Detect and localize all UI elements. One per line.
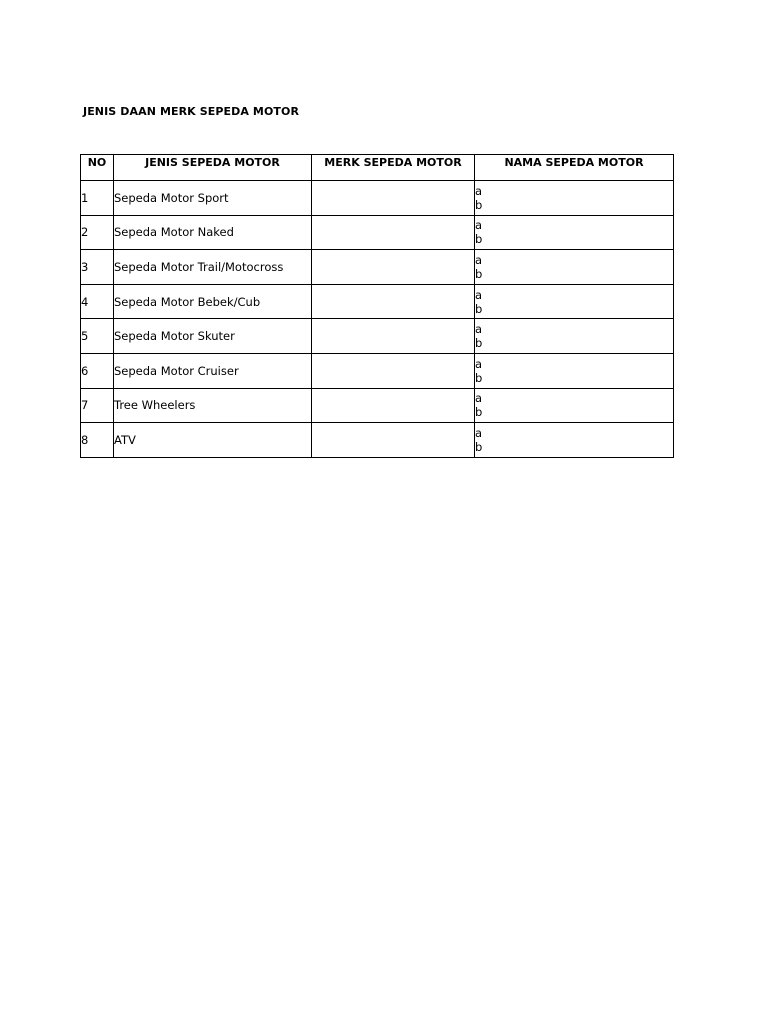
table-row — [81, 353, 674, 388]
nama-option-b: b — [475, 301, 483, 316]
document-title: JENIS DAAN MERK SEPEDA MOTOR — [83, 105, 300, 118]
row-nama — [475, 250, 674, 285]
row-jenis: ATV — [114, 423, 312, 458]
table-row — [81, 181, 674, 216]
nama-option-a: a — [475, 287, 483, 302]
header-no: NO — [81, 155, 114, 181]
row-nama — [475, 423, 674, 458]
row-no: 2 — [81, 215, 114, 250]
row-no: 5 — [81, 319, 114, 354]
row-merk — [312, 181, 475, 216]
nama-option-a: a — [475, 252, 483, 267]
table-row — [81, 388, 674, 423]
table-row — [81, 319, 674, 354]
row-jenis: Sepeda Motor Trail/Motocross — [114, 250, 312, 285]
row-jenis: Sepeda Motor Bebek/Cub — [114, 284, 312, 319]
nama-option-b: b — [475, 439, 483, 454]
nama-option-b: b — [475, 336, 483, 351]
row-nama — [475, 319, 674, 354]
row-merk — [312, 215, 475, 250]
nama-option-a: a — [475, 218, 483, 233]
row-jenis: Tree Wheelers — [114, 388, 312, 423]
row-nama — [475, 388, 674, 423]
row-jenis: Sepeda Motor Skuter — [114, 319, 312, 354]
nama-option-b: b — [475, 405, 483, 420]
table-row — [81, 250, 674, 285]
row-nama — [475, 353, 674, 388]
nama-option-a: a — [475, 391, 483, 406]
nama-option-b: b — [475, 266, 483, 281]
row-no: 1 — [81, 181, 114, 216]
row-nama — [475, 181, 674, 216]
table-row — [81, 423, 674, 458]
table-row — [81, 215, 674, 250]
row-no: 6 — [81, 353, 114, 388]
row-nama — [475, 284, 674, 319]
row-no: 8 — [81, 423, 114, 458]
motorcycle-table — [80, 154, 674, 458]
row-merk — [312, 423, 475, 458]
row-jenis: Sepeda Motor Cruiser — [114, 353, 312, 388]
nama-option-a: a — [475, 183, 483, 198]
nama-option-b: b — [475, 232, 483, 247]
row-no: 7 — [81, 388, 114, 423]
header-nama: NAMA SEPEDA MOTOR — [475, 155, 674, 181]
row-merk — [312, 250, 475, 285]
row-merk — [312, 353, 475, 388]
row-merk — [312, 388, 475, 423]
header-jenis: JENIS SEPEDA MOTOR — [114, 155, 312, 181]
table-header-row — [81, 155, 674, 181]
nama-option-a: a — [475, 356, 483, 371]
nama-option-a: a — [475, 425, 483, 440]
header-merk: MERK SEPEDA MOTOR — [312, 155, 475, 181]
nama-option-b: b — [475, 197, 483, 212]
row-no: 3 — [81, 250, 114, 285]
nama-option-b: b — [475, 370, 483, 385]
row-nama — [475, 215, 674, 250]
row-merk — [312, 319, 475, 354]
row-no: 4 — [81, 284, 114, 319]
nama-option-a: a — [475, 322, 483, 337]
row-jenis: Sepeda Motor Naked — [114, 215, 312, 250]
table-row — [81, 284, 674, 319]
row-merk — [312, 284, 475, 319]
row-jenis: Sepeda Motor Sport — [114, 181, 312, 216]
